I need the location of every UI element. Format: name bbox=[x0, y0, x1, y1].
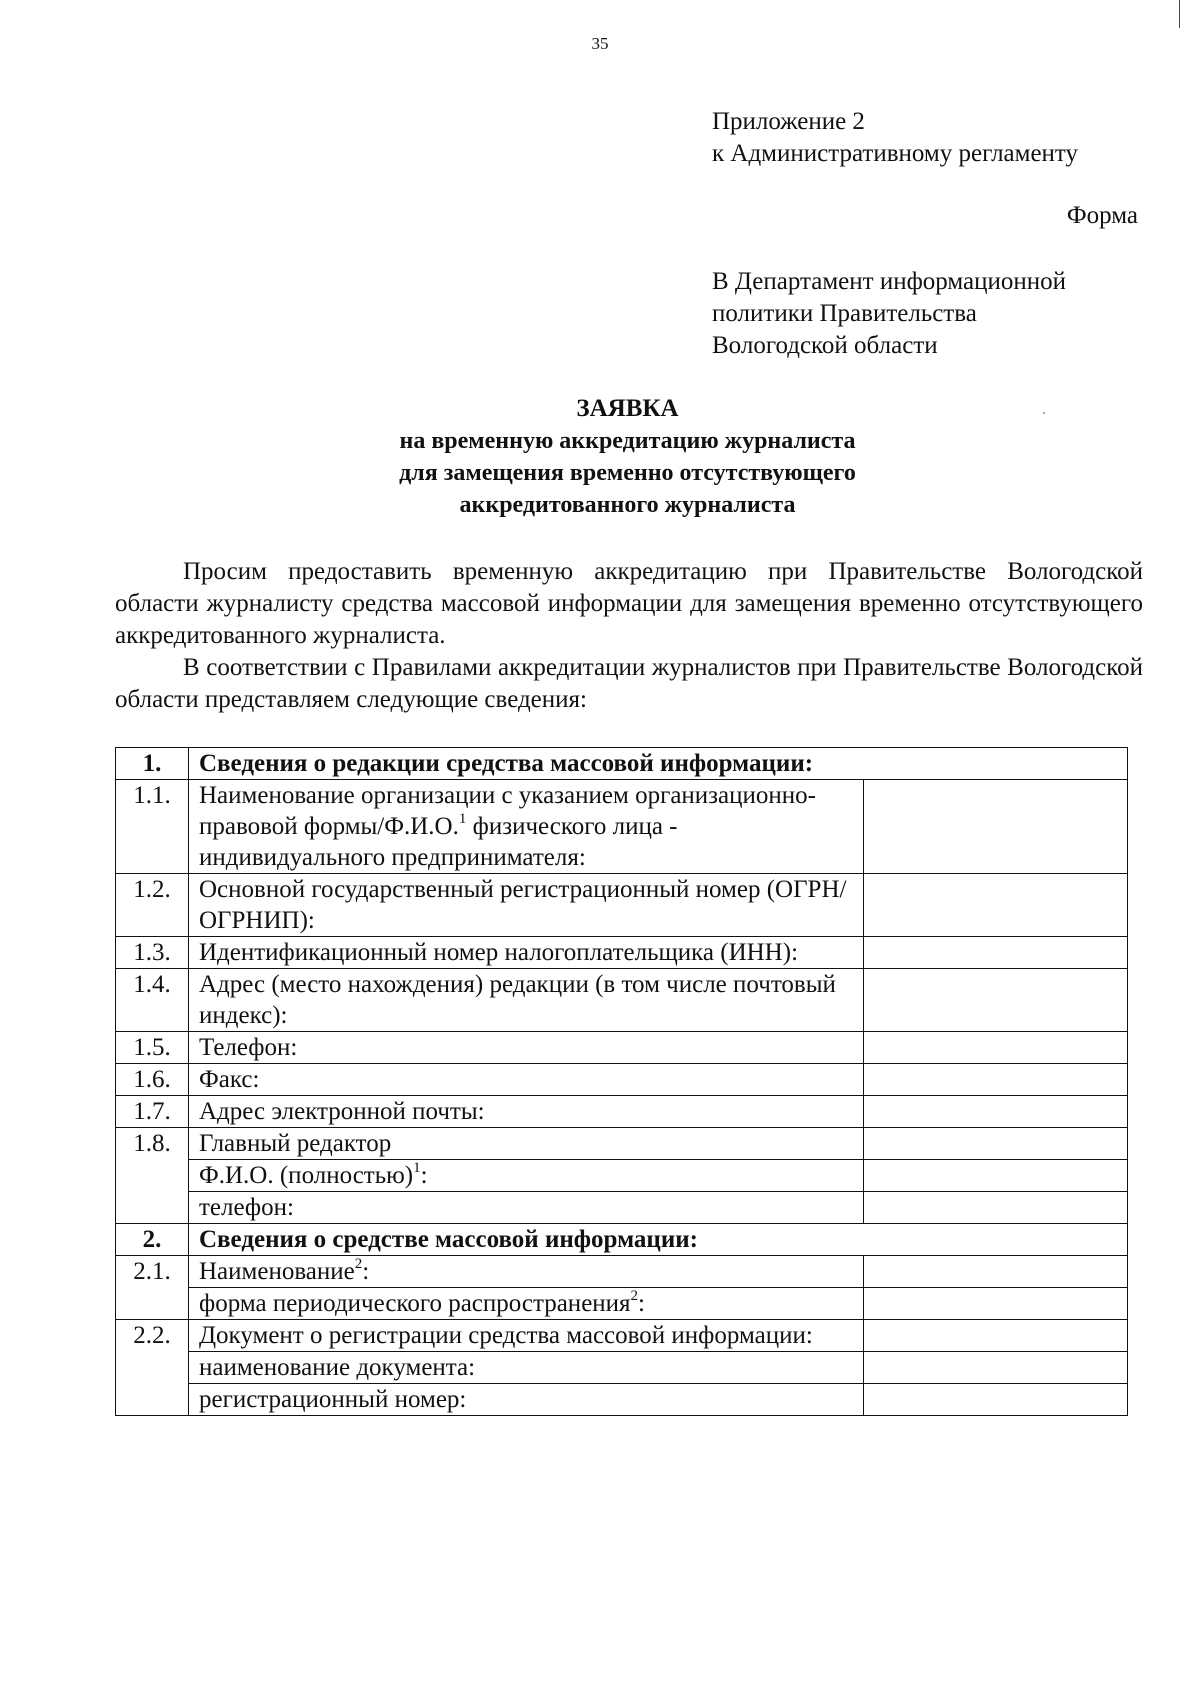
entry-cell[interactable] bbox=[864, 1096, 1128, 1128]
intro-text bbox=[115, 556, 1143, 716]
entry-cell[interactable] bbox=[864, 1128, 1128, 1160]
page-number: 35 bbox=[591, 34, 609, 53]
row-label-text: Наименование организации с указанием организационно-правовой формы/Ф.И.О. bbox=[199, 782, 816, 840]
document-title bbox=[0, 393, 1200, 521]
row-number: 1.3. bbox=[116, 937, 189, 969]
row-label: Главный редактор bbox=[189, 1128, 864, 1160]
row-number: 1.6. bbox=[116, 1064, 189, 1096]
row-label: Адрес электронной почты: bbox=[189, 1096, 864, 1128]
table-row bbox=[116, 780, 1128, 874]
appendix-block bbox=[712, 106, 1078, 170]
table-row bbox=[116, 1192, 1128, 1224]
entry-cell[interactable] bbox=[864, 1384, 1128, 1416]
entry-cell[interactable] bbox=[864, 780, 1128, 874]
row-label-text: : bbox=[362, 1258, 370, 1285]
addressee-line-1: В Департамент информационной bbox=[712, 268, 1067, 295]
row-label: Факс: bbox=[189, 1064, 864, 1096]
table-row bbox=[116, 1064, 1128, 1096]
table-row bbox=[116, 874, 1128, 937]
row-number: 1. bbox=[116, 748, 189, 780]
row-label bbox=[189, 1256, 864, 1288]
row-label: Основной государственный регистрационный номер (ОГРН/ОГРНИП): bbox=[189, 874, 864, 937]
row-number: 2. bbox=[116, 1224, 189, 1256]
addressee-line-3: Вологодской области bbox=[712, 332, 938, 359]
footnote-marker: 1 bbox=[458, 810, 467, 827]
row-label: Документ о регистрации средства массовой информации: bbox=[189, 1320, 864, 1352]
entry-cell[interactable] bbox=[864, 1160, 1128, 1192]
row-number: 1.2. bbox=[116, 874, 189, 937]
table-row bbox=[116, 1128, 1128, 1160]
row-label-text: : bbox=[638, 1290, 645, 1317]
entry-cell[interactable] bbox=[864, 1352, 1128, 1384]
addressee-block bbox=[712, 266, 1066, 362]
title-line-1: на временную аккредитацию журналиста bbox=[399, 428, 856, 454]
scan-speck bbox=[1043, 412, 1045, 414]
table-row bbox=[116, 969, 1128, 1032]
addressee-line-2: политики Правительства bbox=[712, 300, 977, 327]
entry-cell[interactable] bbox=[864, 874, 1128, 937]
intro-paragraph-1: Просим предоставить временную аккредитацию при Правительстве Вологодской области журналисту средства массовой информации для замещения временно отсутствующего аккредитованного журналиста. bbox=[115, 558, 1143, 649]
row-label: Телефон: bbox=[189, 1032, 864, 1064]
table-row bbox=[116, 937, 1128, 969]
row-label: Адрес (место нахождения) редакции (в том числе почтовый индекс): bbox=[189, 969, 864, 1032]
row-label bbox=[189, 1160, 864, 1192]
row-number: 1.5. bbox=[116, 1032, 189, 1064]
row-label-text: Наименование bbox=[199, 1258, 355, 1285]
scan-edge-mark bbox=[1179, 0, 1186, 28]
row-label-text: Ф.И.О. (полностью) bbox=[199, 1162, 414, 1189]
row-number: 2.2. bbox=[116, 1320, 189, 1416]
row-label: Идентификационный номер налогоплательщика (ИНН): bbox=[189, 937, 864, 969]
table-row bbox=[116, 1256, 1128, 1288]
table-row bbox=[116, 1288, 1128, 1320]
footnote-marker: 2 bbox=[354, 1255, 363, 1272]
row-label-text: физического лица - индивидуального предпринимателя: bbox=[199, 813, 678, 871]
title-line-2: для замещения временно отсутствующего bbox=[399, 460, 856, 486]
title-line-3: аккредитованного журналиста bbox=[459, 492, 796, 518]
row-label: телефон: bbox=[189, 1192, 864, 1224]
section-heading: Сведения о средстве массовой информации: bbox=[189, 1224, 1128, 1256]
row-label bbox=[189, 1288, 864, 1320]
appendix-line-2: к Административному регламенту bbox=[712, 140, 1079, 167]
row-label-text: форма периодического распространения bbox=[199, 1290, 631, 1317]
entry-cell[interactable] bbox=[864, 1256, 1128, 1288]
entry-cell[interactable] bbox=[864, 1192, 1128, 1224]
entry-cell[interactable] bbox=[864, 1032, 1128, 1064]
intro-paragraph-2: В соответствии с Правилами аккредитации журналистов при Правительстве Вологодской области представляем следующие сведения: bbox=[115, 654, 1143, 713]
row-label bbox=[189, 780, 864, 874]
row-number: 1.4. bbox=[116, 969, 189, 1032]
row-number: 1.7. bbox=[116, 1096, 189, 1128]
row-label: регистрационный номер: bbox=[189, 1384, 864, 1416]
table-row bbox=[116, 1352, 1128, 1384]
row-number: 2.1. bbox=[116, 1256, 189, 1320]
section-row-1 bbox=[116, 748, 1128, 780]
footnote-marker: 1 bbox=[413, 1159, 421, 1176]
row-label: наименование документа: bbox=[189, 1352, 864, 1384]
title-main: ЗАЯВКА bbox=[576, 395, 679, 422]
section-heading: Сведения о редакции средства массовой информации: bbox=[189, 748, 1128, 780]
row-number: 1.8. bbox=[116, 1128, 189, 1224]
application-table bbox=[115, 747, 1128, 1416]
section-row-2 bbox=[116, 1224, 1128, 1256]
form-label: Форма bbox=[1066, 202, 1138, 229]
entry-cell[interactable] bbox=[864, 969, 1128, 1032]
table-row bbox=[116, 1384, 1128, 1416]
table-row bbox=[116, 1096, 1128, 1128]
row-number: 1.1. bbox=[116, 780, 189, 874]
table-row bbox=[116, 1160, 1128, 1192]
entry-cell[interactable] bbox=[864, 1320, 1128, 1352]
footnote-marker: 2 bbox=[630, 1287, 639, 1304]
table-row bbox=[116, 1320, 1128, 1352]
entry-cell[interactable] bbox=[864, 1288, 1128, 1320]
entry-cell[interactable] bbox=[864, 1064, 1128, 1096]
table-row bbox=[116, 1032, 1128, 1064]
row-label-text: : bbox=[420, 1162, 428, 1189]
entry-cell[interactable] bbox=[864, 937, 1128, 969]
appendix-line-1: Приложение 2 bbox=[712, 108, 865, 135]
